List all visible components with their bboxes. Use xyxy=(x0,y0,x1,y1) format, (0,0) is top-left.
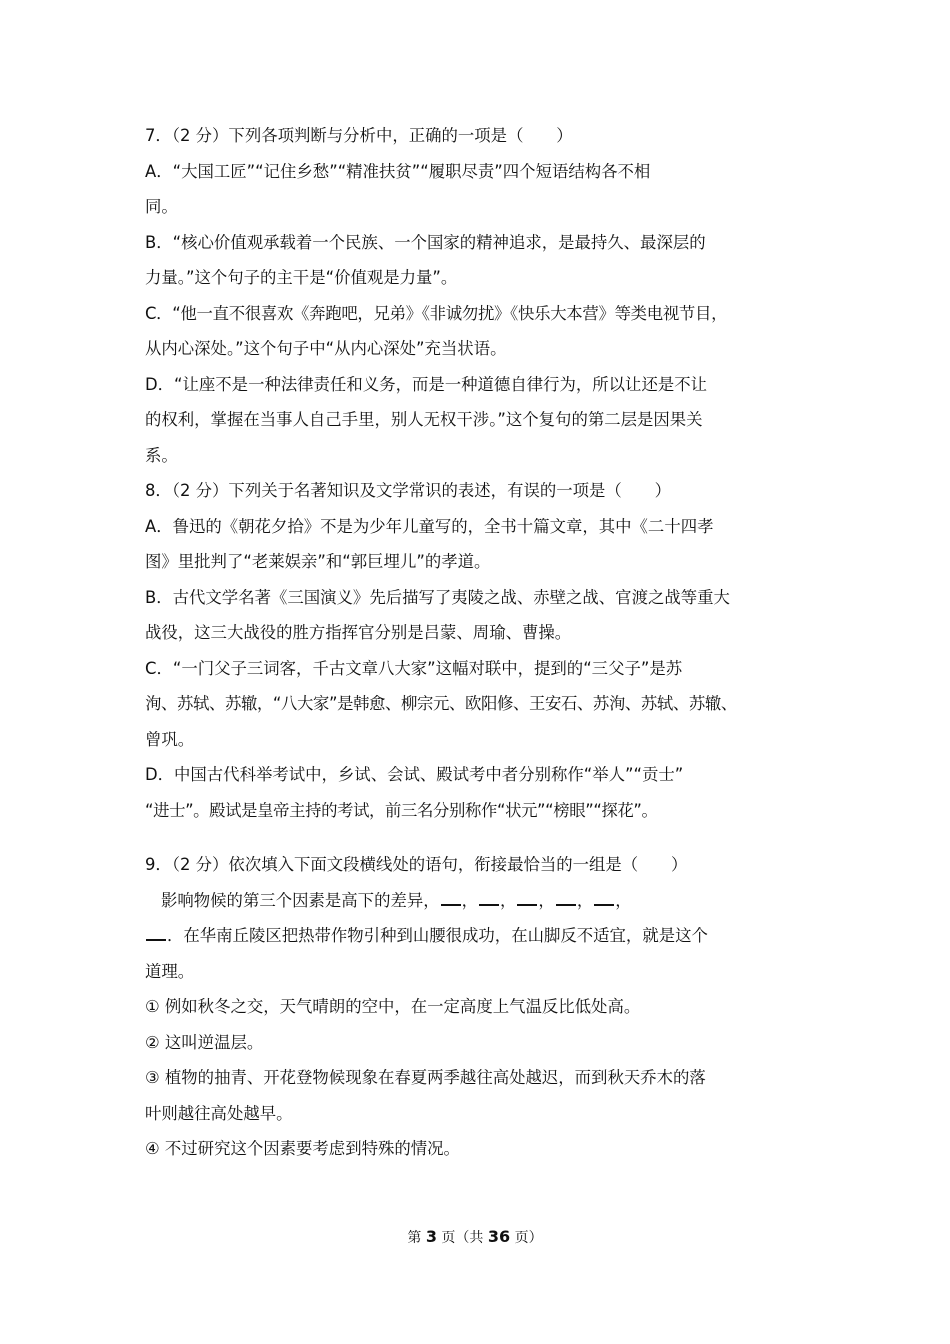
fill-blank-1 xyxy=(441,890,461,906)
q7-option-d-line3: 系。 xyxy=(145,445,178,465)
q7-option-d-line1: D．“让座不是一种法律责任和义务，而是一种道德自律行为，所以让还是不让 xyxy=(145,374,708,394)
page-number: 3 xyxy=(425,1227,437,1246)
q8-option-c-line1: C．“一门父子三词客，千古文章八大家”这幅对联中，提到的“三父子”是苏 xyxy=(145,658,683,678)
page-content xyxy=(145,118,810,1167)
total-pages: 36 xyxy=(487,1227,511,1246)
q9-passage-line3: 道理。 xyxy=(145,961,195,981)
q8-option-a-line2: 图》里批判了“老莱娱亲”和“郭巨埋儿”的孝道。 xyxy=(145,552,491,571)
fill-blank-4 xyxy=(556,890,576,906)
footer-prefix: 第 xyxy=(407,1230,426,1246)
q9-option-3-line1: ③ 植物的抽青、开花登物候现象在春夏两季越往高处越迟，而到秋天乔木的落 xyxy=(145,1068,706,1087)
q9-passage-text-2: ．在华南丘陵区把热带作物引种到山腰很成功，在山脚反不适宜，就是这个 xyxy=(167,926,708,945)
separator: ， xyxy=(461,890,479,910)
fill-blank-3 xyxy=(517,890,537,906)
question-8 xyxy=(145,473,810,828)
q8-option-a-line1: A．鲁迅的《朝花夕拾》不是为少年儿童写的，全书十篇文章，其中《二十四孝 xyxy=(145,516,714,536)
separator: ， xyxy=(500,890,517,910)
q9-option-3-line2: 叶则越往高处越早。 xyxy=(145,1103,293,1123)
q7-option-d-line2: 的权利，掌握在当事人自己手里，别人无权干涉。”这个复句的第二层是因果关 xyxy=(145,410,703,429)
q9-option-4: ④ 不过研究这个因素要考虑到特殊的情况。 xyxy=(145,1139,460,1158)
q7-stem: 7．（2 分）下列各项判断与分析中，正确的一项是（ ） xyxy=(145,126,573,145)
q9-passage-line1 xyxy=(145,883,810,919)
q9-passage-text: 影响物候的第三个因素是高下的差异， xyxy=(161,890,440,910)
q7-option-b-line2: 力量。”这个句子的主干是“价值观是力量”。 xyxy=(145,268,458,287)
q8-option-c-line3: 曾巩。 xyxy=(145,729,195,749)
page-footer xyxy=(0,1227,950,1247)
fill-blank-6 xyxy=(146,925,166,941)
q8-option-d-line1: D．中国古代科举考试中，乡试、会试、殿试考中者分别称作“举人”“贡士” xyxy=(145,765,684,784)
fill-blank-5 xyxy=(594,890,614,906)
question-9 xyxy=(145,847,810,1167)
q8-option-c-line2: 洵、苏轼、苏辙，“八大家”是韩愈、柳宗元、欧阳修、王安石、苏洵、苏轼、苏辙、 xyxy=(145,694,737,713)
q7-option-b-line1: B．“核心价值观承载着一个民族、一个国家的精神追求，是最持久、最深层的 xyxy=(145,232,706,252)
separator: ， xyxy=(615,890,632,910)
separator: ， xyxy=(538,890,555,910)
fill-blank-2 xyxy=(479,890,499,906)
separator: ， xyxy=(576,890,594,910)
footer-middle: 页（共 xyxy=(436,1230,488,1246)
q7-option-a-line2: 同。 xyxy=(145,197,178,216)
question-7 xyxy=(145,118,810,473)
q9-option-2: ② 这叫逆温层。 xyxy=(145,1032,264,1052)
q8-option-b-line1: B．古代文学名著《三国演义》先后描写了夷陵之战、赤壁之战、官渡之战等重大 xyxy=(145,587,730,607)
q9-option-1: ① 例如秋冬之交，天气晴朗的空中，在一定高度上气温反比低处高。 xyxy=(145,997,641,1016)
q8-stem: 8．（2 分）下列关于名著知识及文学常识的表述，有误的一项是（ ） xyxy=(145,481,671,500)
footer-suffix: 页） xyxy=(510,1230,543,1246)
q9-passage-line2 xyxy=(145,918,810,954)
q7-option-c-line1: C．“他一直不很喜欢《奔跑吧，兄弟》《非诚勿扰》《快乐大本营》等类电视节目， xyxy=(145,303,728,323)
q7-option-c-line2: 从内心深处。”这个句子中“从内心深处”充当状语。 xyxy=(145,339,507,358)
spacer xyxy=(145,828,810,847)
q9-stem: 9．（2 分）依次填入下面文段横线处的语句，衔接最恰当的一组是（ ） xyxy=(145,855,688,874)
q7-option-a-line1: A．“大国工匠”“记住乡愁”“精准扶贫”“履职尽责”四个短语结构各不相 xyxy=(145,161,651,181)
q8-option-d-line2: “进士”。殿试是皇帝主持的考试，前三名分别称作“状元”“榜眼”“探花”。 xyxy=(145,800,658,820)
q8-option-b-line2: 战役，这三大战役的胜方指挥官分别是吕蒙、周瑜、曹操。 xyxy=(145,623,572,642)
